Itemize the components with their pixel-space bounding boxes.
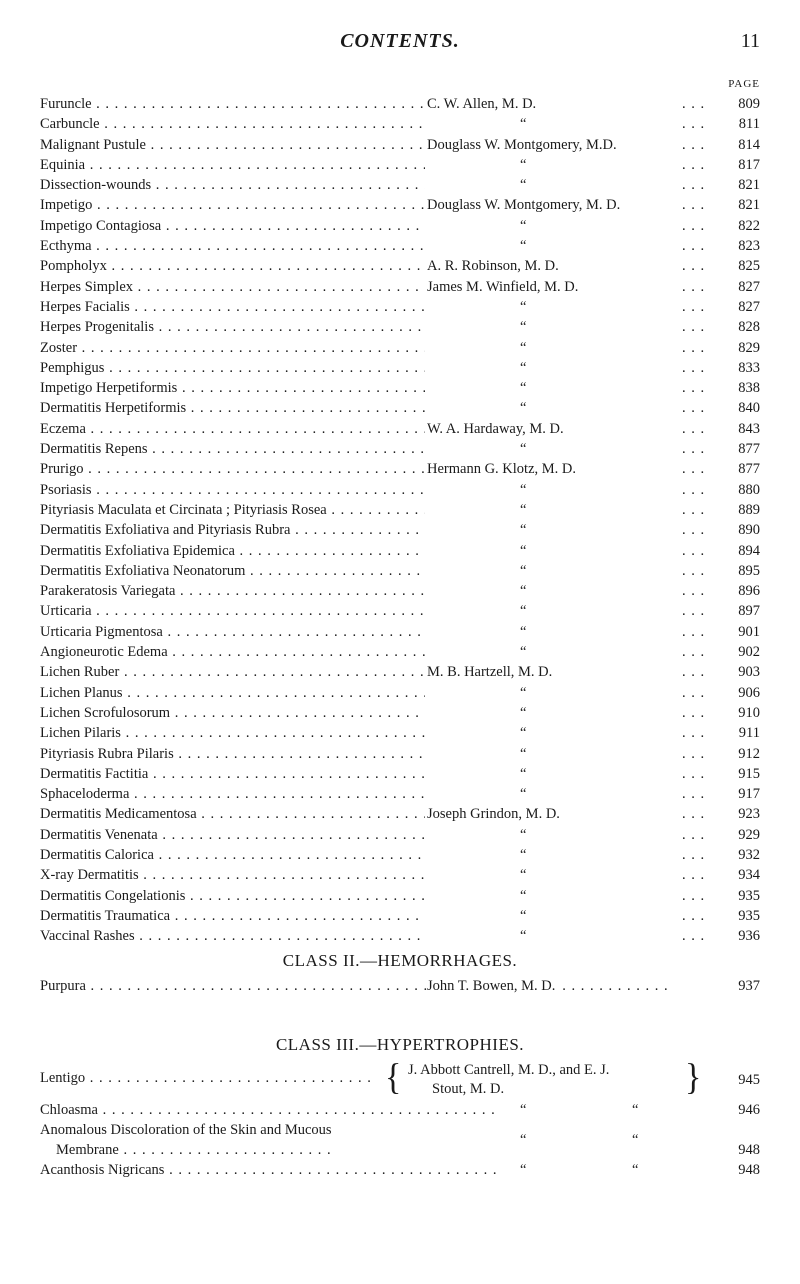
entry-title: Sphaceloderma . . . (40, 784, 425, 804)
entry-page: 895 (738, 562, 760, 579)
leader-dots: . . . (682, 116, 706, 133)
entry-title: Dermatitis Repens . . . (40, 439, 425, 459)
entry-page: 890 (738, 522, 760, 539)
entry-title: Prurigo . . . (40, 459, 425, 479)
leader-dots: . . . (682, 623, 706, 640)
entry-author: C. W. Allen, M. D. (427, 96, 537, 112)
toc-entry[interactable] (40, 622, 760, 642)
leader-dots: . . . (682, 441, 706, 458)
entry-title: X-ray Dermatitis . . . (40, 865, 425, 885)
leader-dots: . . . (682, 664, 706, 681)
ditto-mark: “ (520, 481, 527, 498)
ditto-mark: “ (632, 1132, 639, 1148)
entry-title: Urticaria Pigmentosa . . . (40, 622, 425, 642)
toc-entry[interactable] (40, 378, 760, 398)
ditto-mark: “ (520, 623, 527, 640)
toc-entry[interactable] (40, 804, 760, 824)
leader-dots: . . . (682, 278, 706, 295)
leader-dots: . . . (682, 136, 706, 153)
toc-entry[interactable] (40, 195, 760, 215)
entry-title: Herpes Simplex . . . (40, 277, 425, 297)
ditto-mark: “ (632, 1162, 639, 1178)
entry-page: 945 (738, 1072, 760, 1088)
toc-entry-anomalous-line-2[interactable] (40, 1132, 760, 1160)
ditto-mark: “ (520, 603, 527, 620)
ditto-mark: “ (520, 907, 527, 924)
entry-page: 896 (738, 583, 760, 600)
entry-page: 937 (738, 978, 760, 994)
toc-entry[interactable] (40, 500, 760, 520)
ditto-mark: “ (520, 156, 527, 173)
entry-title: Pompholyx . . . (40, 256, 425, 276)
ditto-mark: “ (520, 501, 527, 518)
class-3-section (40, 1030, 760, 1180)
ditto-mark: “ (520, 1162, 527, 1178)
ditto-mark: “ (520, 786, 527, 803)
toc-entry[interactable] (40, 358, 760, 378)
leader-dots: . . . (682, 765, 706, 782)
ditto-mark: “ (520, 380, 527, 397)
entry-title: Herpes Progenitalis . . . (40, 317, 425, 337)
leader-dots: . . . (682, 684, 706, 701)
leader-dots: . . . (682, 319, 706, 336)
entry-title: Impetigo Herpetiformis . . . (40, 378, 425, 398)
entry-title: Dermatitis Factitia . . . (40, 764, 425, 784)
leader-dots: . . . (682, 846, 706, 863)
leader-dots: . . . (682, 156, 706, 173)
entry-page: 934 (738, 867, 760, 884)
right-brace-icon: } (685, 1057, 702, 1098)
leader-dots: . . . (682, 603, 706, 620)
entry-page: 935 (738, 887, 760, 904)
entry-title: Dermatitis Traumatica . . . (40, 906, 425, 926)
entry-page: 894 (738, 542, 760, 559)
toc-entry[interactable] (40, 744, 760, 764)
toc-entry[interactable] (40, 236, 760, 256)
ditto-mark: “ (520, 684, 527, 701)
toc-entry[interactable] (40, 825, 760, 845)
entry-page: 897 (738, 603, 760, 620)
entry-author: Hermann G. Klotz, M. D. (427, 461, 577, 478)
ditto-mark: “ (520, 1132, 527, 1148)
toc-entry[interactable] (40, 419, 760, 439)
toc-entry[interactable] (40, 784, 760, 804)
ditto-mark: “ (520, 542, 527, 559)
ditto-mark: “ (520, 319, 527, 336)
entry-page: 880 (738, 481, 760, 498)
entry-page: 814 (738, 136, 760, 153)
entry-title: Angioneurotic Edema . . . (40, 642, 425, 662)
leader-dots: . . . (682, 806, 706, 823)
toc-entry-anomalous-line-1[interactable] (40, 1120, 760, 1140)
entry-page: 906 (738, 684, 760, 701)
ditto-mark: “ (520, 928, 527, 945)
entry-page: 833 (738, 359, 760, 376)
page-number: 11 (740, 30, 760, 52)
toc-entry[interactable] (40, 459, 760, 479)
entry-page: 932 (738, 846, 760, 863)
entry-title: Impetigo . . . (40, 195, 425, 215)
entry-page: 827 (738, 278, 760, 295)
ditto-mark: “ (520, 867, 527, 884)
entry-page: 838 (738, 380, 760, 397)
entry-page: 821 (738, 177, 760, 194)
page-header (40, 30, 760, 60)
entry-page: 935 (738, 907, 760, 924)
toc-entry[interactable] (40, 926, 760, 946)
ditto-mark: “ (520, 177, 527, 194)
entry-page: 889 (738, 501, 760, 518)
entry-title: Chloasma . . . (40, 1100, 500, 1120)
entry-title: Lentigo . . . (40, 1070, 375, 1087)
toc-entry[interactable] (40, 541, 760, 561)
toc-entry-chloasma[interactable] (40, 1100, 760, 1120)
leader-dots: . . . (682, 339, 706, 356)
entry-page: 843 (738, 420, 760, 437)
entry-page: 823 (738, 238, 760, 255)
entry-title: Lichen Ruber . . . (40, 662, 425, 682)
entry-author: Douglass W. Montgomery, M.D. (427, 136, 617, 153)
entry-page: 827 (738, 298, 760, 315)
entry-title: Furuncle . . . (40, 94, 425, 114)
ditto-mark: “ (520, 887, 527, 904)
leader-dots: . . . (682, 887, 706, 904)
ditto-mark: “ (632, 1102, 639, 1118)
entry-author: Joseph Grindon, M. D. (427, 806, 560, 823)
entry-page: 902 (738, 644, 760, 661)
leader-dots: . . . (682, 258, 706, 275)
entry-title-line-1: Anomalous Discoloration of the Skin and Mucous (40, 1122, 332, 1138)
toc-entry[interactable] (40, 297, 760, 317)
leader-dots: . . . (682, 542, 706, 559)
entry-page: 911 (738, 725, 760, 742)
entry-author: James M. Winfield, M. D. (427, 278, 579, 295)
toc-entry[interactable] (40, 439, 760, 459)
entry-page: 809 (738, 96, 760, 112)
toc-entry[interactable] (40, 662, 760, 682)
toc-entry[interactable] (40, 175, 760, 195)
leader-dots: . . . (682, 461, 706, 478)
entry-title: Psoriasis . . . (40, 480, 425, 500)
leader-dots: . . . (682, 644, 706, 661)
leader-dots: . . . (682, 359, 706, 376)
leader-dots: . . . (682, 298, 706, 315)
leader-dots: . . . (682, 745, 706, 762)
leader-dots: . . . (682, 501, 706, 518)
entry-page: 901 (738, 623, 760, 640)
entry-title: Ecthyma . . . (40, 236, 425, 256)
entry-title: Pityriasis Rubra Pilaris . . . (40, 744, 425, 764)
entry-title: Equinia . . . (40, 155, 425, 175)
toc-entry[interactable] (40, 256, 760, 276)
leader-dots: . . . (682, 562, 706, 579)
leader-dots: . . . (682, 197, 706, 214)
entry-author: W. A. Hardaway, M. D. (427, 420, 564, 437)
table-of-contents (40, 94, 760, 946)
ditto-mark: “ (520, 298, 527, 315)
entry-page: 822 (738, 217, 760, 234)
entry-author: A. R. Robinson, M. D. (427, 258, 559, 275)
ditto-mark: “ (520, 217, 527, 234)
ditto-mark: “ (520, 745, 527, 762)
toc-entry[interactable] (40, 723, 760, 743)
entry-title: Impetigo Contagiosa . . . (40, 216, 425, 236)
ditto-mark: “ (520, 339, 527, 356)
ditto-mark: “ (520, 116, 527, 133)
entry-page: 923 (738, 806, 760, 823)
entry-page: 877 (738, 441, 760, 458)
entry-title: Lichen Pilaris . . . (40, 723, 425, 743)
entry-title: Dermatitis Exfoliativa Epidemica . . . (40, 541, 425, 561)
entry-page: 840 (738, 400, 760, 417)
entry-page: 912 (738, 745, 760, 762)
entry-title: Parakeratosis Variegata . . . (40, 581, 425, 601)
toc-entry[interactable] (40, 601, 760, 621)
entry-page: 929 (738, 826, 760, 843)
leader-dots: . . . (682, 786, 706, 803)
ditto-mark: “ (520, 583, 527, 600)
entry-page: 903 (738, 664, 760, 681)
entry-author: John T. Bowen, M. D. (427, 976, 559, 996)
class-2-section (40, 946, 760, 996)
toc-entry[interactable] (40, 155, 760, 175)
entry-title: Dermatitis Calorica . . . (40, 845, 425, 865)
ditto-mark: “ (520, 238, 527, 255)
toc-entry[interactable] (40, 114, 760, 134)
entry-page: 825 (738, 258, 760, 275)
entry-title: Dermatitis Exfoliativa and Pityriasis Rubra . . . (40, 520, 425, 540)
leader-dots: . . . (682, 96, 706, 112)
ditto-mark: “ (520, 359, 527, 376)
toc-entry[interactable] (40, 642, 760, 662)
toc-entry[interactable] (40, 338, 760, 358)
entry-author: Douglass W. Montgomery, M. D. (427, 197, 621, 214)
toc-entry[interactable] (40, 94, 760, 114)
toc-entry[interactable] (40, 865, 760, 885)
toc-entry[interactable] (40, 683, 760, 703)
entry-title: Purpura . . . (40, 976, 670, 996)
entry-page: 948 (738, 1142, 760, 1158)
entry-title: Herpes Facialis . . . (40, 297, 425, 317)
ditto-mark: “ (520, 562, 527, 579)
toc-entry[interactable] (40, 520, 760, 540)
entry-title: Urticaria . . . (40, 601, 425, 621)
toc-entry[interactable] (40, 845, 760, 865)
entry-page: 817 (738, 156, 760, 173)
ditto-mark: “ (520, 846, 527, 863)
toc-entry-acanthosis[interactable] (40, 1160, 760, 1180)
entry-page: 910 (738, 704, 760, 721)
leader-dots: . . . (682, 522, 706, 539)
leader-dots: . . . (682, 400, 706, 417)
entry-page: 828 (738, 319, 760, 336)
ditto-mark: “ (520, 704, 527, 721)
class-heading: CLASS II.—HEMORRHAGES. (282, 951, 518, 970)
toc-entry[interactable] (40, 135, 760, 155)
entry-page: 946 (738, 1102, 760, 1118)
toc-entry-lentigo[interactable] (40, 1057, 760, 1100)
ditto-mark: “ (520, 441, 527, 458)
entry-page: 877 (738, 461, 760, 478)
entry-title: Carbuncle . . . (40, 114, 425, 134)
entry-title: Pityriasis Maculata et Circinata ; Pityriasis Rosea . . . (40, 500, 425, 520)
ditto-mark: “ (520, 400, 527, 417)
leader-dots: . . . (682, 380, 706, 397)
running-title: CONTENTS. (340, 30, 460, 52)
toc-entry[interactable] (40, 317, 760, 337)
toc-entry[interactable] (40, 581, 760, 601)
entry-title: Dermatitis Venenata . . . (40, 825, 425, 845)
page-column-label: PAGE (728, 78, 760, 90)
entry-author-line-2: Stout, M. D. (432, 1081, 505, 1097)
leader-dots: . . . (682, 704, 706, 721)
leader-dots: . . . (682, 826, 706, 843)
entry-title: Lichen Scrofulosorum . . . (40, 703, 425, 723)
entry-title: Dermatitis Medicamentosa . . . (40, 804, 425, 824)
entry-title: Dermatitis Exfoliativa Neonatorum . . . (40, 561, 425, 581)
entry-title: Vaccinal Rashes . . . (40, 926, 425, 946)
toc-entry[interactable] (40, 480, 760, 500)
toc-entry[interactable] (40, 277, 760, 297)
leader-dots: . . . (682, 867, 706, 884)
ditto-mark: “ (520, 644, 527, 661)
toc-entry[interactable] (40, 976, 760, 996)
class-heading: CLASS III.—HYPERTROPHIES. (275, 1035, 525, 1054)
toc-entry[interactable] (40, 216, 760, 236)
toc-entry[interactable] (40, 886, 760, 906)
entry-title-line-2: Membrane . . . (56, 1140, 332, 1160)
leader-dots: . . . (682, 928, 706, 945)
ditto-mark: “ (520, 522, 527, 539)
entry-author: M. B. Hartzell, M. D. (427, 664, 553, 681)
ditto-mark: “ (520, 1102, 527, 1118)
entry-page: 917 (738, 786, 760, 803)
ditto-mark: “ (520, 725, 527, 742)
entry-title: Dissection-wounds . . . (40, 175, 425, 195)
entry-author-line-1: J. Abbott Cantrell, M. D., and E. J. (408, 1062, 610, 1078)
entry-title: Pemphigus . . . (40, 358, 425, 378)
left-brace-icon: { (385, 1057, 402, 1098)
entry-page: 948 (738, 1162, 760, 1178)
leader-dots: . . . (682, 481, 706, 498)
leader-dots: . . . (682, 238, 706, 255)
leader-dots: . . . (682, 177, 706, 194)
entry-title: Lichen Planus . . . (40, 683, 425, 703)
toc-entry[interactable] (40, 561, 760, 581)
entry-title: Dermatitis Congelationis . . . (40, 886, 425, 906)
entry-page: 936 (738, 928, 760, 945)
toc-entry[interactable] (40, 398, 760, 418)
entry-page: 829 (738, 339, 760, 356)
entry-page: 811 (738, 116, 760, 133)
leader-dots: . . . (682, 725, 706, 742)
ditto-mark: “ (520, 826, 527, 843)
leader-dots: . . . (682, 217, 706, 234)
entry-title: Acanthosis Nigricans . . . (40, 1160, 500, 1180)
entry-page: 821 (738, 197, 760, 214)
entry-title: Malignant Pustule . . . (40, 135, 425, 155)
leader-dots: . . . (682, 583, 706, 600)
ditto-mark: “ (520, 765, 527, 782)
entry-title: Eczema . . . (40, 419, 425, 439)
entry-page: 915 (738, 765, 760, 782)
toc-entry[interactable] (40, 764, 760, 784)
leader-dots: . . . (682, 420, 706, 437)
leader-dots: . . . (682, 907, 706, 924)
toc-entry[interactable] (40, 703, 760, 723)
entry-title: Zoster . . . (40, 338, 425, 358)
entry-title: Dermatitis Herpetiformis . . . (40, 398, 425, 418)
toc-entry[interactable] (40, 906, 760, 926)
